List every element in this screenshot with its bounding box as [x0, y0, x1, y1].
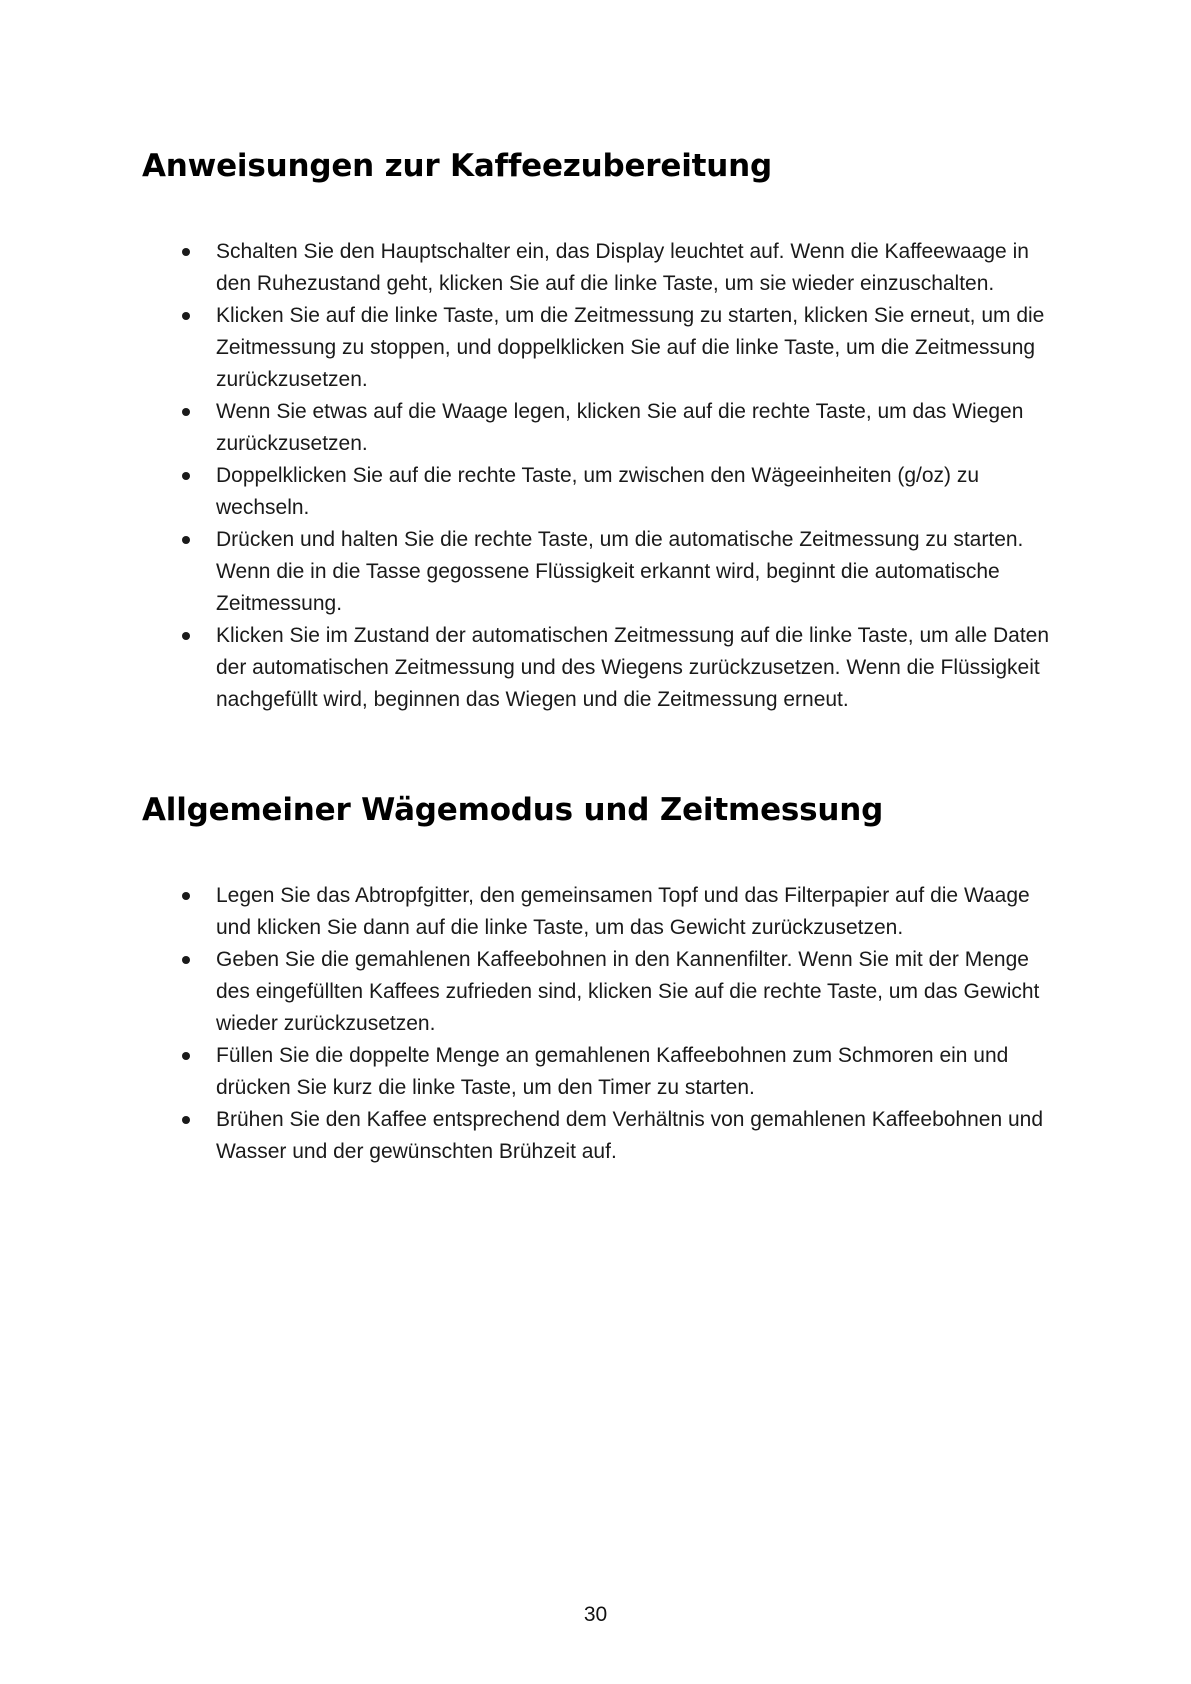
section-heading: Anweisungen zur Kaffeezubereitung [142, 148, 772, 184]
list-item-text: Füllen Sie die doppelte Menge an gemahlenen Kaffeebohnen zum Schmoren ein und drücken Sie kurz die linke Taste, um den Timer zu starten. [216, 1044, 1009, 1099]
list-item-text: Wenn Sie etwas auf die Waage legen, klicken Sie auf die rechte Taste, um das Wiegen zurückzusetzen. [216, 400, 1024, 455]
list-item-text: Schalten Sie den Hauptschalter ein, das Display leuchtet auf. Wenn die Kaffeewaage in den Ruhezustand geht, klicken Sie auf die linke Taste, um sie wieder einzuschalten. [216, 240, 1029, 295]
list-item-text: Klicken Sie auf die linke Taste, um die Zeitmessung zu starten, klicken Sie erneut, um die Zeitmessung zu stoppen, und doppelklicken Sie auf die linke Taste, um die Zeitmessung zurückzusetzen. [216, 304, 1045, 391]
list-item-text: Klicken Sie im Zustand der automatischen Zeitmessung auf die linke Taste, um alle Daten der automatischen Zeitmessung und des Wiegens zurückzusetzen. Wenn die Flüssigkeit nachgefüllt wird, beginnen das Wiegen und die Zeitmessung erneut. [216, 624, 1050, 711]
bullet-icon [182, 472, 190, 480]
list-item [182, 460, 1062, 524]
bullet-icon [182, 248, 190, 256]
bullet-icon [182, 632, 190, 640]
list-item-text: Brühen Sie den Kaffee entsprechend dem Verhältnis von gemahlenen Kaffeebohnen und Wasser und der gewünschten Brühzeit auf. [216, 1108, 1044, 1163]
list-item [182, 236, 1062, 300]
list-item-text: Legen Sie das Abtropfgitter, den gemeinsamen Topf und das Filterpapier auf die Waage und klicken Sie dann auf die linke Taste, um das Gewicht zurückzusetzen. [216, 884, 1030, 939]
list-item-text: Geben Sie die gemahlenen Kaffeebohnen in den Kannenfilter. Wenn Sie mit der Menge des eingefüllten Kaffees zufrieden sind, klicken Sie auf die rechte Taste, um das Gewicht wieder zurückzusetzen. [216, 948, 1040, 1035]
page-number: 30 [583, 1603, 608, 1626]
section-coffee-preparation [142, 144, 1062, 711]
bullet-icon [182, 536, 190, 544]
list-item [182, 1040, 1062, 1104]
list-item-text: Doppelklicken Sie auf die rechte Taste, um zwischen den Wägeeinheiten (g/oz) zu wechseln. [216, 464, 980, 519]
list-item [182, 620, 1062, 716]
bullet-icon [182, 892, 190, 900]
list-item [182, 300, 1062, 396]
list-item [182, 396, 1062, 460]
bullet-icon [182, 1116, 190, 1124]
bullet-icon [182, 312, 190, 320]
list-item [182, 944, 1062, 1040]
bullet-icon [182, 956, 190, 964]
list-item-text: Drücken und halten Sie die rechte Taste, um die automatische Zeitmessung zu starten. Wenn die in die Tasse gegossene Flüssigkeit erkannt wird, beginnt die automatische Zeitmessung. [216, 528, 1024, 615]
bullet-icon [182, 408, 190, 416]
section-heading: Allgemeiner Wägemodus und Zeitmessung [142, 792, 884, 828]
bullet-list [182, 236, 1062, 716]
list-item [182, 1104, 1062, 1168]
section-weighing-mode [142, 788, 1062, 1163]
list-item [182, 880, 1062, 944]
list-item [182, 524, 1062, 620]
bullet-icon [182, 1052, 190, 1060]
bullet-list [182, 880, 1062, 1168]
